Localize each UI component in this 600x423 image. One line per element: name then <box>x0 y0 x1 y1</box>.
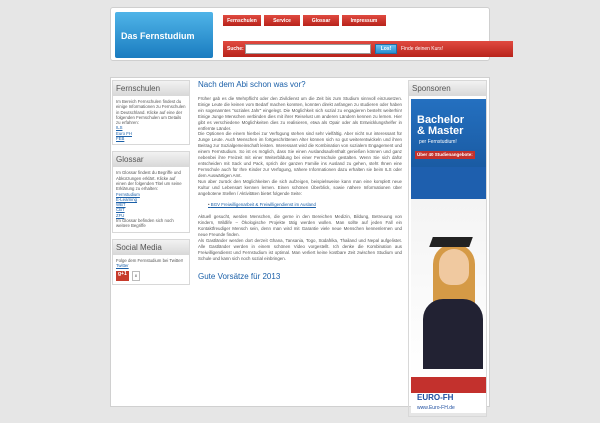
ad-brand: EURO-FH <box>417 393 454 402</box>
main-nav <box>223 15 386 26</box>
ad-line-1: Bachelor <box>417 114 465 126</box>
widget-text-2: Im Glossar befinden sich noch weitere Begriffe <box>116 218 174 229</box>
widget-sponsoren <box>408 80 487 417</box>
graduate-cap-icon <box>429 237 473 247</box>
search-button[interactable]: Los! <box>375 44 397 54</box>
link-fernstudium[interactable]: Fernstudium <box>116 191 140 197</box>
search-hint: Finde deinen Kurs! <box>401 46 443 52</box>
link-twitter[interactable]: Twitter <box>116 262 129 268</box>
sponsor-ad[interactable] <box>411 99 486 413</box>
site-header <box>110 7 490 61</box>
widget-social <box>112 239 190 285</box>
widget-title: Social Media <box>113 240 189 255</box>
graduate-gown <box>423 299 483 369</box>
site-logo[interactable] <box>115 12 213 58</box>
widget-glossar <box>112 151 190 232</box>
gplus-count: 8 <box>132 271 140 280</box>
ad-url[interactable]: www.Euro-FH.de <box>417 405 455 411</box>
post-paragraph: Nun aber zurück den Möglichkeiten die sich aufzeigen, beispielsweise kann man eine komplett neue Kultur und Lebensart kennen lernen. Einen schönen Überblick, sowie nähere Informationen über angebotene Stellen / Aktivitäten bietet folgende Seite: <box>198 178 402 196</box>
link-ils[interactable]: ILS <box>116 125 123 131</box>
widget-text: Im Glossar findest du Begriffe und Abkürzungen erklärt. Klicke auf einen der folgenden Titel um seine Erklärung zu erhalten: <box>116 170 182 192</box>
post-title-2[interactable]: Gute Vorsätze für 2013 <box>198 271 281 281</box>
nav-item-fernschulen[interactable]: Fernschulen <box>223 15 261 26</box>
link-e-learning[interactable]: E-Learning <box>116 196 138 202</box>
post-paragraph: Die Optionen die einem hierbei zur Verfügung stehen sind sehr vielfältig. Aber nicht nur interessant für Junge Leute. Auch Menschen im fortgeschrittenen Alter können sich so gut weiterentwickeln und ihren Beitrag zur Sozialgemeinschaft leisten. Interessant wird die Kombination von sozialem Engagement und einem Fernstudium. So ist es möglich, dass Sie einen Auslandsaufenthalt genießen können und ganz nebenbei ihre Freizeit mit einer Weiterbildung bei einer Fernschule gestalten. Wenn Sie sich dafür entscheiden mit Sack und Pack, sprich der ganzen Familie ins Ausland zu gehen, steht Ihnen eine Fernschule auch für Ihre Kinder zur Verfügung, nähere Informationen dazu erhalten sie beim ILS oder dem Auswärtigen Amt. <box>198 131 402 178</box>
link-euro-fh[interactable]: Euro FH <box>116 130 132 136</box>
widget-title: Fernschulen <box>113 81 189 96</box>
nav-item-glossar[interactable]: Glossar <box>303 15 339 26</box>
site-logo-text[interactable]: Das Fernstudium <box>121 31 195 41</box>
gplus-button[interactable]: g+1 <box>116 271 129 280</box>
post-paragraph: Aktuell gesucht, werden Menschen, die gerne in den Bereichen Medizin, Bildung, Betreuung von Kindern, Wildlife – Ökologische Projekte tätig werden wollen. Man sollte auf jeden Fall ein Kontaktfreudiger Mensch sein, denn man wird mit Garantie viele neue Menschen kennenlernen und neue Freunde finden. <box>198 214 402 238</box>
post-title[interactable]: Nach dem Abi schon was vor? <box>198 80 306 89</box>
ad-headline <box>417 115 464 137</box>
ad-badge: Über 40 Studienangebote: <box>417 152 473 157</box>
main-content <box>198 80 402 288</box>
left-sidebar <box>112 80 190 291</box>
ad-line-2: & Master <box>417 125 464 137</box>
widget-title: Sponsoren <box>409 81 486 96</box>
ad-subline: per Fernstudium! <box>419 139 457 145</box>
post-body <box>198 96 402 262</box>
link-cbt[interactable]: CBT <box>116 207 125 213</box>
widget-fernschulen <box>112 80 190 145</box>
post-link-bgv[interactable]: • BGV Freiwilligenarbeit & Freiwilligendienst im Ausland <box>208 202 402 208</box>
post-paragraph: Als Gastländer werden dort derzeit Ghana, Tansania, Togo, Südafrika, Thailand und Nepal aufgelistet. Alle Gastländer werden in einem schönen Video vorgestellt. Ich denke die Kombination aus Freiwilligendienst und Fernstudium ist optimal. Man verliert keine kostbare Zeit zwischen Studium und Schule und kann sich noch sozial einbringen. <box>198 237 402 261</box>
widget-title: Glossar <box>113 152 189 167</box>
widget-text: Im Bereich Fernschulen findest du einige Informationen zu Fernschulen in Deutschland. Klicke auf eine der folgenden Fernschulen um Details zu erfahren: <box>116 99 186 126</box>
search-bar <box>223 41 513 57</box>
search-label: Suche: <box>227 46 244 52</box>
nav-item-impressum[interactable]: Impressum <box>342 15 386 26</box>
search-input[interactable] <box>245 44 371 54</box>
link-wbt[interactable]: WBT <box>116 202 126 208</box>
ad-banner-stripe <box>411 377 486 393</box>
graduate-face <box>439 249 469 285</box>
nav-item-service[interactable]: Service <box>264 15 300 26</box>
right-sidebar <box>408 80 487 423</box>
post-paragraph: Früher gab es die Wehrpflicht oder den Zivildienst um die Zeit bis zum Studium sinnvoll einzusetzen. Einige Leute die keinen vom Bedarf machen konnten, konnten direkt anfangen zu studieren oder haben ein sogenanntes "soziales Jahr" eingelegt. Die Möglichkeit sich sozial zu engagieren besteht weiterhin! Einige Junge Menschen verbinden dies mit ihrer Reiselust um anderen Ländern kennen zu lernen. Hier gibt es verschiedene Möglichkeiten dies zu realisieren, etwa als Opair oder als Entwicklungshelfer in entfernte Länder. <box>198 96 402 131</box>
link-zfu[interactable]: ZFU <box>116 212 125 218</box>
widget-text: Folge dem Fernstudium bei Twitter! <box>116 257 184 263</box>
link-feb[interactable]: FEB <box>116 136 125 142</box>
